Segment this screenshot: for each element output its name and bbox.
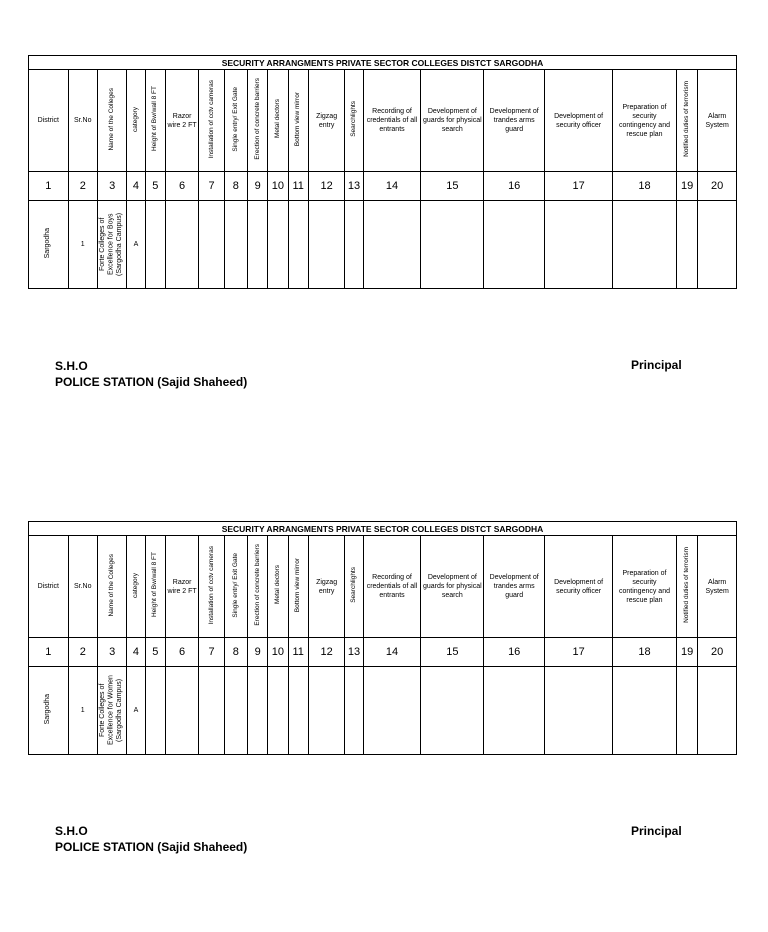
column-number: 13: [345, 638, 363, 667]
table-title: SECURITY ARRANGMENTS PRIVATE SECTOR COLLEGES DISTCT SARGODHA: [29, 522, 737, 536]
header-trandes: Development of trandes arms guard: [484, 70, 545, 172]
header-single-entry-text: Single entry/ Exit Gate: [231, 552, 239, 618]
column-number: 19: [676, 638, 697, 667]
cell-empty: [308, 201, 345, 289]
header-razor-wire: Razor wire 2 FT: [165, 70, 198, 172]
cell-empty: [545, 667, 613, 755]
cell-empty: [268, 667, 288, 755]
column-number: 16: [484, 638, 545, 667]
header-height-of-bw-text: Height of Bw/wall 8 FT: [151, 552, 159, 618]
cell-empty: [224, 201, 247, 289]
column-number: 12: [308, 638, 345, 667]
header-bottom-mirror-text: Bottom view mirror: [294, 91, 302, 147]
column-number: 10: [268, 638, 288, 667]
cell-empty: [363, 667, 421, 755]
column-number: 5: [145, 638, 165, 667]
principal-label: Principal: [631, 358, 682, 372]
header-bottom-mirror: [288, 70, 308, 172]
cell-empty: [484, 201, 545, 289]
header-height-of-bw-text: Height of Bw/wall 8 FT: [151, 86, 159, 152]
security-table-block-1: [28, 55, 737, 289]
cell-empty: [676, 201, 697, 289]
cell-empty: [676, 667, 697, 755]
header-credentials: Recording of credentials of all entrants: [363, 70, 421, 172]
cell-empty: [288, 201, 308, 289]
column-number: 14: [363, 172, 421, 201]
cell-empty: [165, 201, 198, 289]
column-number: 19: [676, 172, 697, 201]
table-row: [29, 201, 737, 289]
column-number: 2: [68, 638, 97, 667]
column-number: 9: [248, 638, 268, 667]
column-number: 1: [29, 172, 69, 201]
header-metal-detectors-text: Metal dectors: [273, 565, 281, 605]
header-sr-no: Sr.No: [68, 70, 97, 172]
cell-college-text: Forte Colleges of Excellence for Women (Sargodha Campus): [99, 674, 124, 745]
column-number: 4: [127, 172, 145, 201]
header-security-officer: Development of security officer: [545, 70, 613, 172]
header-terrorism-text: Notified duties of terrorism: [683, 81, 691, 157]
header-single-entry-text: Single entry/ Exit Gate: [231, 86, 239, 152]
column-number: 11: [288, 172, 308, 201]
police-station-label: POLICE STATION (Sajid Shaheed): [55, 375, 248, 389]
cell-empty: [545, 201, 613, 289]
header-contingency: Preparation of security contingency and rescue plan: [613, 536, 677, 638]
header-trandes: Development of trandes arms guard: [484, 536, 545, 638]
cell-district-text: Sargodha: [44, 694, 52, 725]
header-alarm: Alarm System: [698, 536, 737, 638]
header-contingency: Preparation of security contingency and rescue plan: [613, 70, 677, 172]
cell-empty: [145, 667, 165, 755]
column-number: 7: [199, 172, 224, 201]
header-district: District: [29, 536, 69, 638]
header-metal-detectors: [268, 536, 288, 638]
cell-college: [97, 201, 126, 289]
header-cctv: [199, 70, 224, 172]
security-table: [28, 521, 737, 755]
principal-label: Principal: [631, 824, 682, 838]
header-guards: Development of guards for physical search: [421, 536, 484, 638]
cell-empty: [145, 201, 165, 289]
column-number: 18: [613, 638, 677, 667]
cell-empty: [698, 667, 737, 755]
column-number: 5: [145, 172, 165, 201]
cell-empty: [199, 201, 224, 289]
cell-empty: [345, 667, 363, 755]
header-zigzag: Zigzag entry: [308, 70, 345, 172]
column-number: 10: [268, 172, 288, 201]
column-number: 4: [127, 638, 145, 667]
cell-district: [29, 201, 69, 289]
cell-college-text: Forte Colleges of Excellence for Boys (Sargodha Campus): [99, 211, 124, 276]
header-searchlights-text: Searchlights: [349, 101, 357, 137]
cell-empty: [613, 667, 677, 755]
header-name-of-colleges-text: Name of the Colleges: [108, 87, 116, 151]
header-category: [127, 536, 145, 638]
cell-empty: [288, 667, 308, 755]
sho-label: S.H.O: [55, 824, 88, 838]
column-number: 15: [421, 172, 484, 201]
cell-empty: [698, 201, 737, 289]
column-number: 3: [97, 638, 126, 667]
table-row: [29, 667, 737, 755]
header-concrete-barriers-text: Erection of concrete barriers: [253, 78, 261, 160]
cell-empty: [165, 667, 198, 755]
header-zigzag: Zigzag entry: [308, 536, 345, 638]
cell-empty: [199, 667, 224, 755]
column-number: 17: [545, 172, 613, 201]
header-credentials: Recording of credentials of all entrants: [363, 536, 421, 638]
cell-category: A: [127, 667, 145, 755]
header-alarm: Alarm System: [698, 70, 737, 172]
cell-sr-no: 1: [68, 667, 97, 755]
header-cctv-text: Installation of cctv cameras: [207, 79, 215, 159]
cell-empty: [308, 667, 345, 755]
header-terrorism: [676, 536, 697, 638]
header-metal-detectors: [268, 70, 288, 172]
header-single-entry: [224, 536, 247, 638]
security-table: [28, 55, 737, 289]
header-concrete-barriers-text: Erection of concrete barriers: [253, 544, 261, 626]
column-number: 2: [68, 172, 97, 201]
column-number: 15: [421, 638, 484, 667]
column-number: 7: [199, 638, 224, 667]
column-number: 8: [224, 638, 247, 667]
cell-district: [29, 667, 69, 755]
header-razor-wire: Razor wire 2 FT: [165, 536, 198, 638]
header-district: District: [29, 70, 69, 172]
cell-category: A: [127, 201, 145, 289]
cell-empty: [248, 667, 268, 755]
cell-empty: [224, 667, 247, 755]
column-number: 3: [97, 172, 126, 201]
header-category-text: category: [131, 106, 139, 132]
header-security-officer: Development of security officer: [545, 536, 613, 638]
header-searchlights: [345, 536, 363, 638]
column-number: 20: [698, 172, 737, 201]
cell-empty: [268, 201, 288, 289]
column-number: 6: [165, 172, 198, 201]
header-searchlights-text: Searchlights: [349, 567, 357, 603]
header-terrorism: [676, 70, 697, 172]
cell-empty: [484, 667, 545, 755]
table-title: SECURITY ARRANGMENTS PRIVATE SECTOR COLLEGES DISTCT SARGODHA: [29, 56, 737, 70]
cell-empty: [421, 667, 484, 755]
column-number: 11: [288, 638, 308, 667]
column-number: 16: [484, 172, 545, 201]
cell-sr-no: 1: [68, 201, 97, 289]
column-number: 12: [308, 172, 345, 201]
header-concrete-barriers: [248, 536, 268, 638]
cell-empty: [248, 201, 268, 289]
column-number: 14: [363, 638, 421, 667]
header-height-of-bw: [145, 70, 165, 172]
header-single-entry: [224, 70, 247, 172]
header-name-of-colleges: [97, 70, 126, 172]
column-number: 6: [165, 638, 198, 667]
header-concrete-barriers: [248, 70, 268, 172]
header-category-text: category: [131, 572, 139, 598]
sho-signature-1: [55, 358, 247, 390]
cell-college: [97, 667, 126, 755]
police-station-label: POLICE STATION (Sajid Shaheed): [55, 840, 248, 854]
column-number: 20: [698, 638, 737, 667]
header-bottom-mirror: [288, 536, 308, 638]
header-terrorism-text: Notified duties of terrorism: [683, 547, 691, 623]
column-number: 8: [224, 172, 247, 201]
column-number: 9: [248, 172, 268, 201]
column-number: 1: [29, 638, 69, 667]
header-cctv-text: Installation of cctv cameras: [207, 545, 215, 625]
column-number: 18: [613, 172, 677, 201]
column-number: 13: [345, 172, 363, 201]
column-number: 17: [545, 638, 613, 667]
sho-label: S.H.O: [55, 359, 88, 373]
security-table-block-2: [28, 521, 737, 755]
header-bottom-mirror-text: Bottom view mirror: [294, 557, 302, 613]
header-height-of-bw: [145, 536, 165, 638]
header-searchlights: [345, 70, 363, 172]
cell-empty: [363, 201, 421, 289]
cell-empty: [613, 201, 677, 289]
header-guards: Development of guards for physical search: [421, 70, 484, 172]
cell-empty: [421, 201, 484, 289]
header-cctv: [199, 536, 224, 638]
header-category: [127, 70, 145, 172]
header-name-of-colleges-text: Name of the Colleges: [108, 553, 116, 617]
header-metal-detectors-text: Metal dectors: [273, 99, 281, 139]
header-name-of-colleges: [97, 536, 126, 638]
header-sr-no: Sr.No: [68, 536, 97, 638]
cell-district-text: Sargodha: [44, 228, 52, 259]
cell-empty: [345, 201, 363, 289]
sho-signature-2: [55, 823, 247, 855]
